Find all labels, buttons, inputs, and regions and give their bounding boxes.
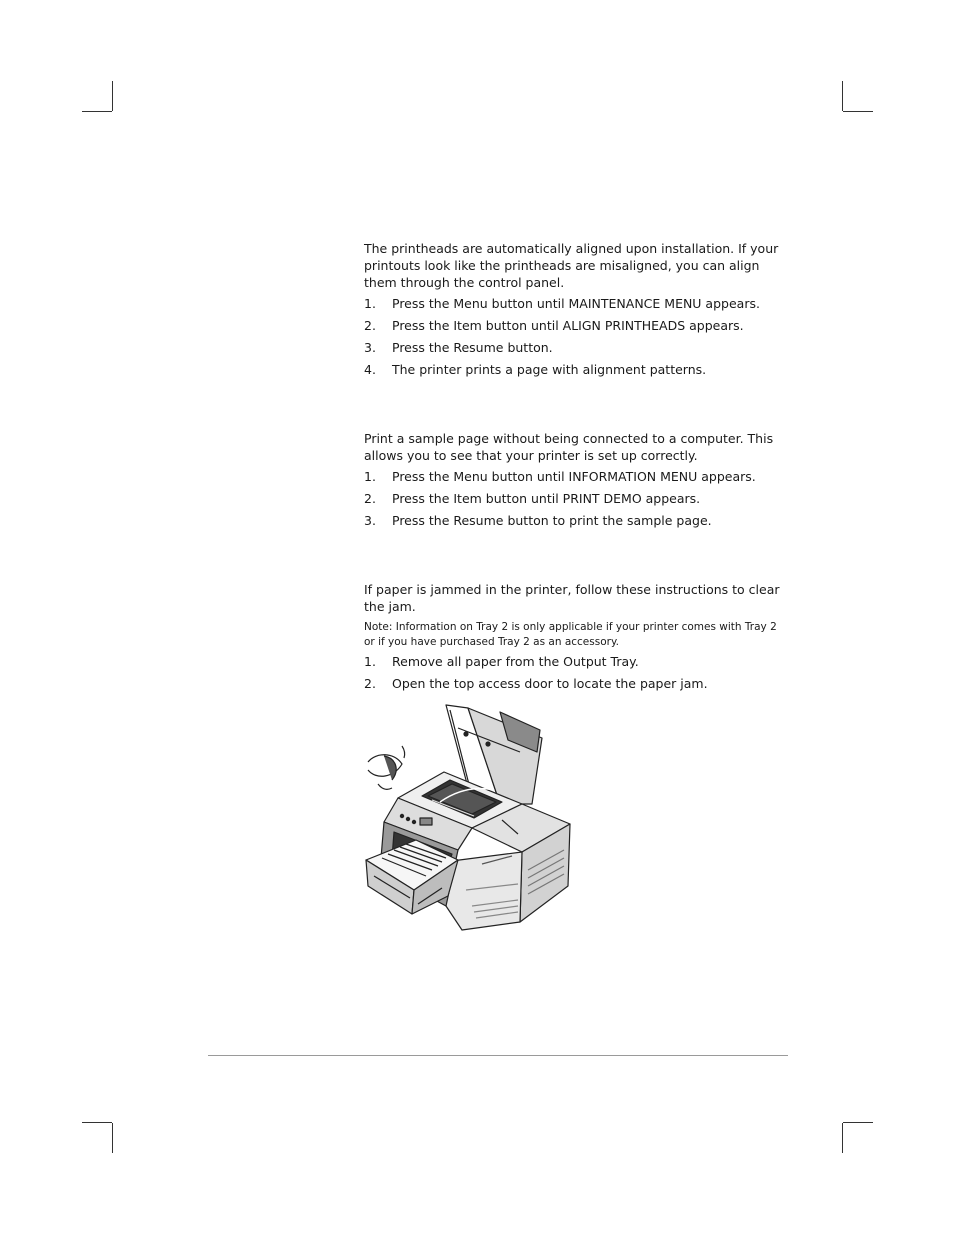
- step-item: [364, 362, 788, 378]
- step-text: Press the Item button until PRINT DEMO appears.: [392, 491, 701, 507]
- step-text: Open the top access door to locate the paper jam.: [392, 676, 708, 692]
- step-number: 2.: [364, 491, 376, 507]
- step-number: 3.: [364, 339, 376, 355]
- crop-mark: [842, 81, 843, 111]
- page-content: [364, 240, 788, 692]
- step-item: [364, 296, 788, 312]
- crop-mark: [82, 111, 112, 112]
- step-text: Press the Resume button to print the sample page.: [392, 513, 712, 529]
- section-intro: The printheads are automatically aligned upon installation. If your printouts look like the printheads are misaligned, you can align them through the control panel.: [364, 241, 779, 291]
- section-intro: Print a sample page without being connected to a computer. This allows you to see that your printer is set up correctly.: [364, 430, 774, 463]
- footer-rule: [208, 1055, 788, 1056]
- section-intro: If paper is jammed in the printer, follow these instructions to clear the jam.: [364, 582, 780, 615]
- crop-mark: [82, 1122, 112, 1123]
- step-number: 4.: [364, 361, 376, 377]
- crop-mark: [842, 1123, 843, 1153]
- section-align-printheads: [364, 240, 788, 378]
- step-item: [364, 469, 788, 485]
- step-number: 1.: [364, 654, 376, 670]
- crop-mark: [112, 81, 113, 111]
- printer-icon: [362, 700, 574, 932]
- step-text: Remove all paper from the Output Tray.: [392, 654, 639, 670]
- printer-open-door-illustration: [362, 700, 574, 932]
- step-number: 3.: [364, 513, 376, 529]
- step-text: Press the Item button until ALIGN PRINTHEADS appears.: [392, 317, 744, 333]
- step-list: [364, 469, 788, 529]
- step-list: [364, 296, 788, 378]
- step-number: 1.: [364, 469, 376, 485]
- section-print-demo: [364, 430, 788, 529]
- crop-mark: [843, 111, 873, 112]
- step-item: [364, 318, 788, 334]
- step-number: 2.: [364, 676, 376, 692]
- crop-mark: [843, 1122, 873, 1123]
- step-item: [364, 654, 788, 670]
- step-text: Press the Menu button until INFORMATION MENU appears.: [392, 469, 756, 485]
- step-item: [364, 513, 788, 529]
- step-text: The printer prints a page with alignment patterns.: [392, 361, 707, 377]
- section-paper-jam: [364, 581, 788, 692]
- step-number: 2.: [364, 317, 376, 333]
- note-text: Note: Information on Tray 2 is only applicable if your printer comes with Tray 2 or if you have purchased Tray 2 as an accessory.: [364, 621, 777, 648]
- step-text: Press the Menu button until MAINTENANCE MENU appears.: [392, 295, 760, 311]
- step-item: [364, 340, 788, 356]
- step-item: [364, 676, 788, 692]
- step-text: Press the Resume button.: [392, 339, 553, 355]
- step-list: [364, 654, 788, 692]
- step-number: 1.: [364, 295, 376, 311]
- step-item: [364, 491, 788, 507]
- crop-mark: [112, 1123, 113, 1153]
